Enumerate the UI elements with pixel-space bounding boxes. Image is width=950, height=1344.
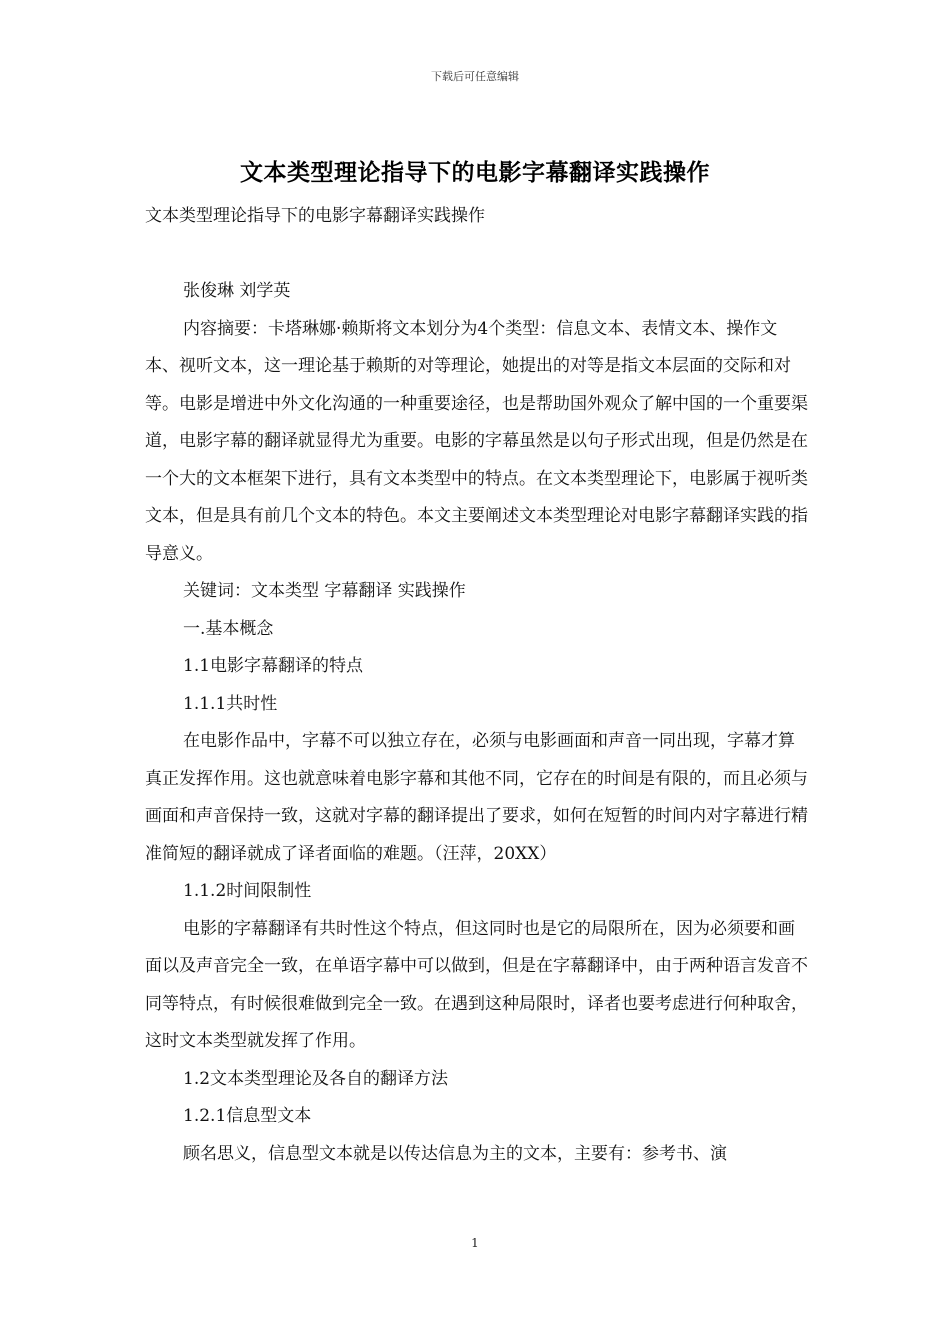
section-heading-1: 一.基本概念	[183, 618, 274, 639]
paragraph-time-limit: 电影的字幕翻译有共时性这个特点，但这同时也是它的局限所在，因为必须要和画面以及声音完全一致，在单语字幕中可以做到，但是在字幕翻译中，由于两种语言发音不同等特点，有时候很难做到完全一致。在遇到这种局限时，译者也要考虑进行何种取舍，这时文本类型就发挥了作用。	[145, 918, 808, 1051]
header-note: 下载后可任意编辑	[431, 70, 519, 83]
document-subtitle: 文本类型理论指导下的电影字幕翻译实践操作	[145, 206, 485, 226]
section-heading-1-1-1: 1.1.1共时性	[183, 693, 278, 714]
section-heading-1-2: 1.2文本类型理论及各自的翻译方法	[183, 1068, 449, 1089]
keywords: 关键词：文本类型 字幕翻译 实践操作	[183, 581, 466, 601]
paragraph-informative-text: 顾名思义，信息型文本就是以传达信息为主的文本，主要有：参考书、演	[183, 1143, 727, 1164]
authors: 张俊琳 刘学英	[183, 281, 291, 301]
section-heading-1-1: 1.1电影字幕翻译的特点	[183, 656, 364, 676]
abstract-paragraph: 内容摘要：卡塔琳娜·赖斯将文本划分为4个类型：信息文本、表情文本、操作文本、视听文本，这一理论基于赖斯的对等理论，她提出的对等是指文本层面的交际和对等。电影是增进中外文化沟通的一种重要途径，也是帮助国外观众了解中国的一个重要渠道，电影字幕的翻译就显得尤为重要。电影的字幕虽然是以句子形式出现，但是仍然是在一个大的文本框架下进行，具有文本类型中的特点。在文本类型理论下，电影属于视听类文本，但是具有前几个文本的特色。本文主要阐述文本类型理论对电影字幕翻译实践的指导意义。	[145, 318, 808, 564]
section-heading-1-2-1: 1.2.1信息型文本	[183, 1106, 312, 1126]
document-title: 文本类型理论指导下的电影字幕翻译实践操作	[240, 160, 710, 186]
page-number: 1	[471, 1236, 479, 1250]
section-heading-1-1-2: 1.1.2时间限制性	[183, 881, 312, 901]
paragraph-synchronicity: 在电影作品中，字幕不可以独立存在，必须与电影画面和声音一同出现，字幕才算真正发挥作用。这也就意味着电影字幕和其他不同，它存在的时间是有限的，而且必须与画面和声音保持一致，这就对字幕的翻译提出了要求，如何在短暂的时间内对字幕进行精准简短的翻译就成了译者面临的难题。（汪萍，20XX）	[145, 731, 808, 864]
document-body	[145, 198, 810, 1173]
